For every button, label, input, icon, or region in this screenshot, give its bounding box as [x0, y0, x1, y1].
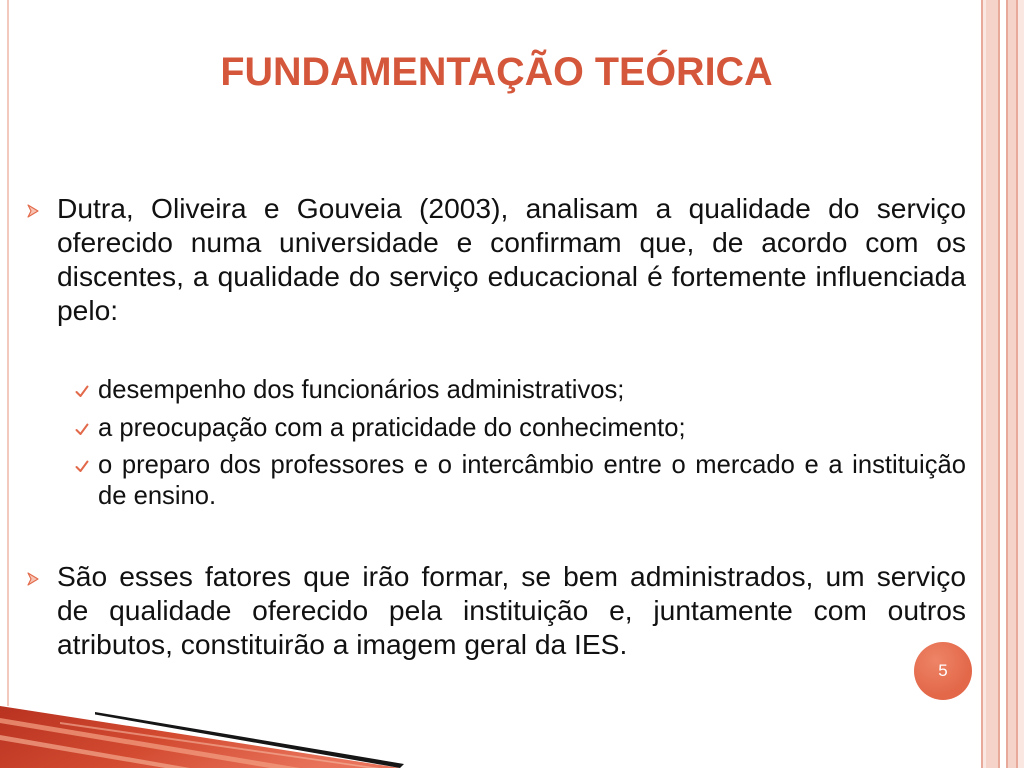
check-icon	[75, 423, 89, 436]
bullet-paragraph	[57, 191, 966, 327]
sub-bullet-text: desempenho dos funcionários administrativos;	[98, 376, 625, 404]
text-line: pelo:	[57, 294, 119, 326]
check-icon	[75, 460, 89, 473]
text-line: atributos, constituirão a imagem geral da IES.	[57, 628, 628, 660]
text-line: discentes, a qualidade do serviço educacional é fortemente influenciada	[57, 260, 966, 292]
sub-bullet-item	[98, 450, 966, 512]
sub-bullet-text: de ensino.	[98, 482, 217, 510]
sub-bullet-item	[98, 413, 966, 444]
text-line: de qualidade oferecido pela instituição e, juntamente com outros	[57, 594, 966, 626]
page-number-badge	[914, 642, 972, 700]
bottom-left-swoosh-decoration	[0, 690, 420, 768]
text-line: Dutra, Oliveira e Gouveia (2003), analisam a qualidade do serviço	[57, 192, 966, 224]
left-border-rule	[7, 0, 9, 706]
bullet-paragraph	[57, 559, 966, 661]
slide-title: FUNDAMENTAÇÃO TEÓRICA	[220, 50, 773, 94]
sub-bullet-item	[98, 375, 966, 406]
arrow-bullet-icon	[27, 572, 39, 586]
sub-bullet-text: o preparo dos professores e o intercâmbio entre o mercado e a instituição	[98, 451, 966, 479]
arrow-bullet-icon	[27, 204, 39, 218]
check-icon	[75, 385, 89, 398]
sub-bullet-text: a preocupação com a praticidade do conhecimento;	[98, 413, 686, 442]
right-border-stripes	[978, 0, 1024, 768]
text-line: oferecido numa universidade e confirmam que, de acordo com os	[57, 226, 966, 258]
sub-bullet-list	[98, 375, 966, 512]
page-number: 5	[938, 661, 948, 680]
text-line: São esses fatores que irão formar, se bem administrados, um serviço	[57, 560, 966, 592]
